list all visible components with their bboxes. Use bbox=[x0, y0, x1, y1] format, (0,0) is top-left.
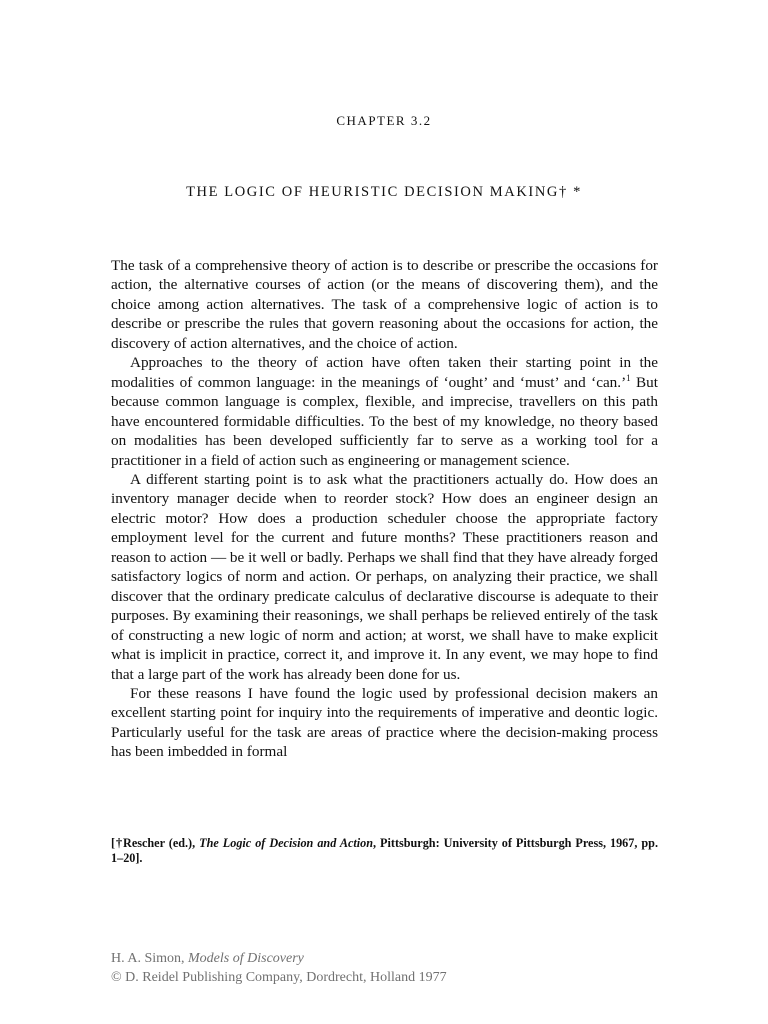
footnote-marker: 1 bbox=[626, 372, 631, 383]
author-name: H. A. Simon, bbox=[111, 951, 189, 966]
paragraph-2 bbox=[111, 353, 658, 470]
paragraph-2-text-end: But because common language is complex, flexible, and imprecise, travellers on this path have encountered formidable difficulties. To the best of my knowledge, no theory based on modalities has been developed sufficiently far to serve as a working tool for a practitioner in a field of action such as engineering or management science. bbox=[111, 373, 658, 469]
publisher-info bbox=[111, 949, 447, 987]
paragraph-1: The task of a comprehensive theory of action is to describe or prescribe the occasions for action, the alternative courses of action (or the means of discovering them), and the choice among action alternatives. The task of a comprehensive logic of action is to describe or prescribe the rules that govern reasoning about the occasions for action, the discovery of action alternatives, and the choice of action. bbox=[111, 257, 658, 352]
source-footnote bbox=[111, 836, 658, 866]
footnote-citation-end: , Pittsburgh: University of Pittsburgh Press, 1967, pp. 1–20]. bbox=[111, 836, 659, 865]
book-title: Models of Discovery bbox=[188, 951, 304, 966]
copyright-line: © D. Reidel Publishing Company, Dordrecht, Holland 1977 bbox=[111, 970, 447, 985]
author-line bbox=[111, 949, 447, 968]
paragraph-2-text-start: Approaches to the theory of action have often taken their starting point in the modalities of common language: in the meanings of ‘ought’ and ‘must’ and ‘can.’ bbox=[111, 354, 658, 391]
chapter-title: THE LOGIC OF HEURISTIC DECISION MAKING† * bbox=[186, 184, 582, 200]
paragraph-3: A different starting point is to ask what the practitioners actually do. How does an inventory manager decide when to reorder stock? How does an engineer design an electric motor? How does a production scheduler choose the appropriate factory employment level for the current and future months? These practitioners reason and reason to action — be it well or badly. Perhaps we shall find that they have already forged satisfactory logics of norm and action. Or perhaps, on analyzing their practice, we shall discover that the ordinary predicate calculus of declarative discourse is adequate to their purposes. By examining their reasonings, we shall perhaps be relieved entirely of the task of constructing a new logic of norm and action; at worst, we shall have to make explicit what is implicit in practice, correct it, and improve it. In any event, we may hope to find that a large part of the work has already been done for us. bbox=[111, 470, 659, 683]
chapter-label: CHAPTER 3.2 bbox=[336, 113, 432, 128]
body-text bbox=[111, 256, 658, 762]
footnote-citation-start: [†Rescher (ed.), bbox=[111, 836, 200, 850]
paragraph-4: For these reasons I have found the logic used by professional decision makers an excellent starting point for inquiry into the requirements of imperative and deontic logic. Particularly useful for the task are areas of practice where the decision-making process has been imbedded in formal bbox=[111, 684, 658, 761]
footnote-book-title: The Logic of Decision and Action bbox=[199, 836, 374, 850]
